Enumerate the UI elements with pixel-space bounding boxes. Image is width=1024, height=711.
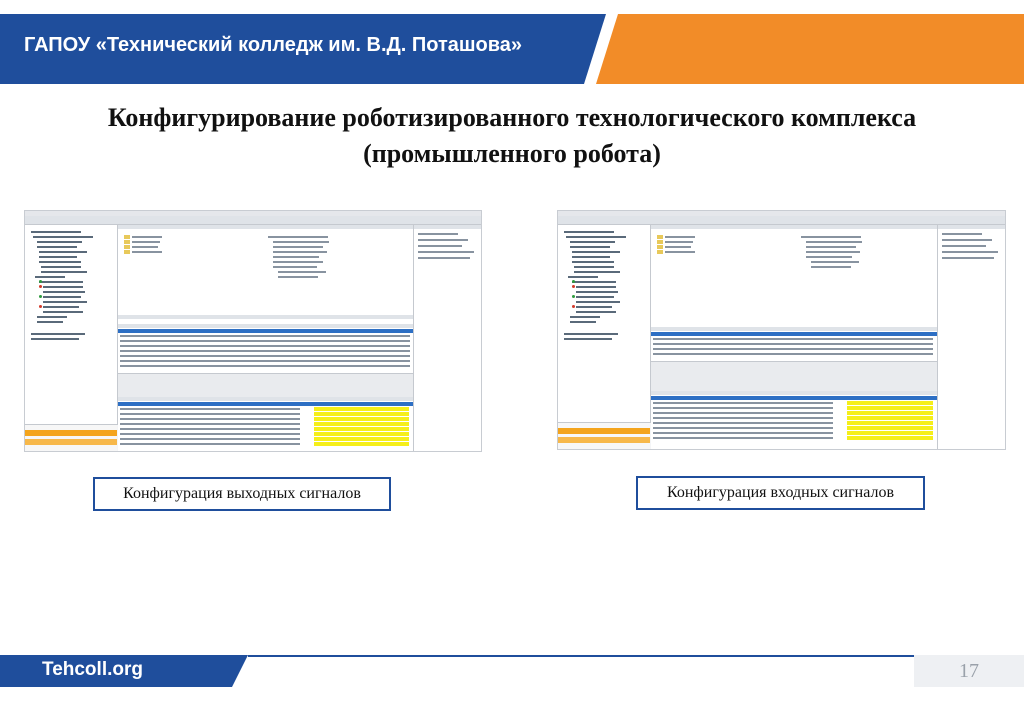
caption-input-signals: Конфигурация входных сигналов [636,476,925,510]
header-title: ГАПОУ «Технический колледж им. В.Д. Поташова» [24,34,523,56]
screenshot-output-signals [24,210,482,452]
slide-title-line-2: (промышленного робота) [363,139,661,168]
slide-title-line-1: Конфигурирование роботизированного технологического комплекса [107,103,917,132]
screenshot-main-area [651,225,937,449]
screenshot-tree-panel [25,225,118,425]
caption-output-signals: Конфигурация выходных сигналов [93,477,391,511]
slide-title [0,100,1024,172]
screenshot-tree-panel [558,225,651,423]
screenshot-side-panel [937,225,1005,449]
screenshot-bottom-panel [25,424,117,451]
header-banner [0,14,1024,84]
footer-banner-shape [0,655,1024,689]
footer-banner [0,655,1024,689]
screenshot-main-area [118,225,413,451]
screenshot-side-panel [413,225,481,451]
screenshot-bottom-panel [558,422,650,449]
screenshot-toolbar [25,216,481,225]
footer-brand: Tehcoll.org [42,659,143,680]
screenshot-toolbar [558,216,1005,225]
screenshot-input-signals [557,210,1006,450]
page-number: 17 [914,655,1024,687]
